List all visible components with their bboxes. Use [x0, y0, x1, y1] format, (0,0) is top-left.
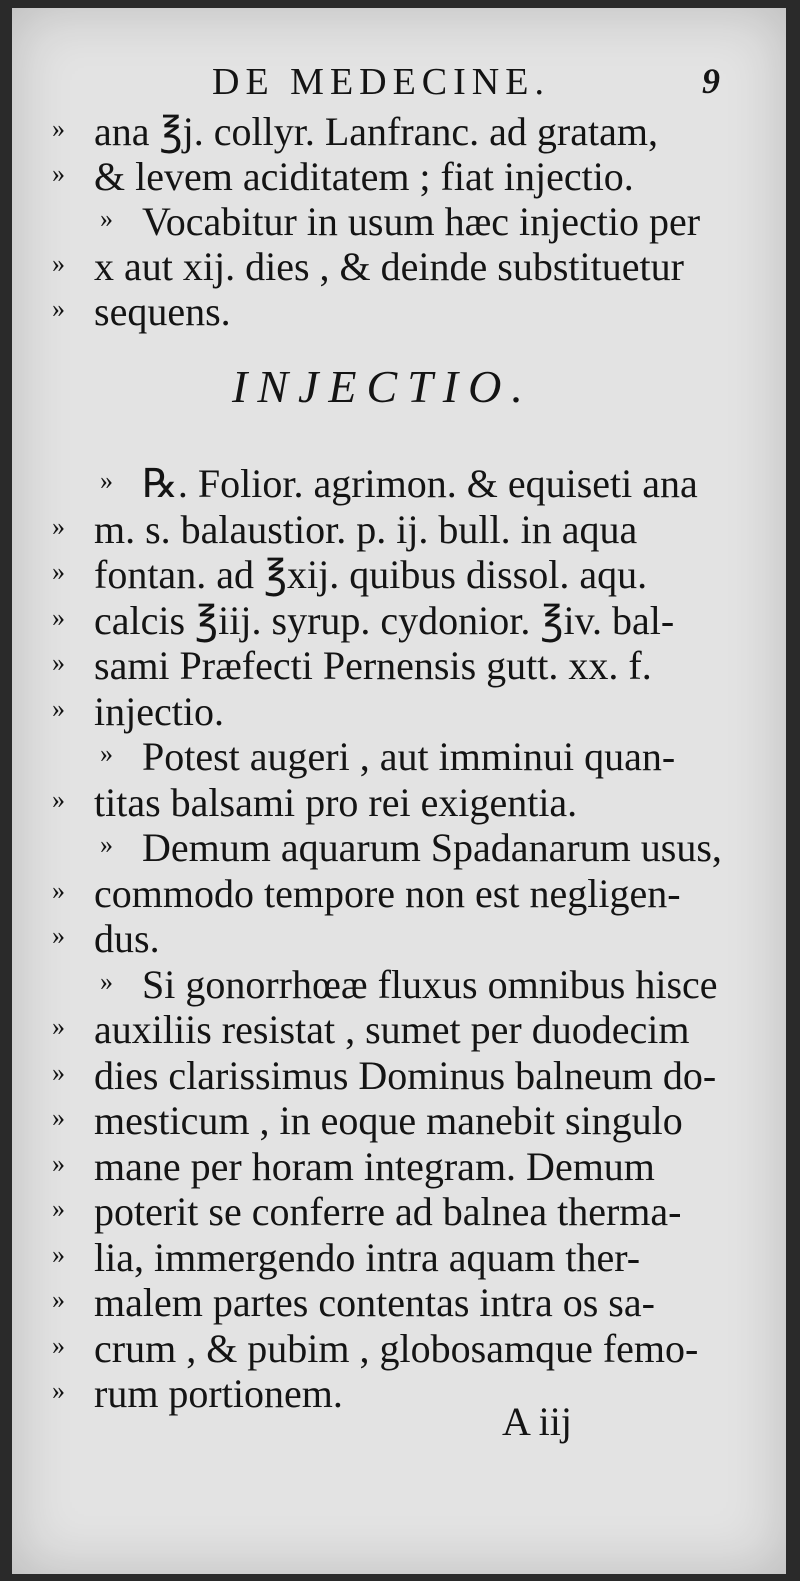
line-text: titas balsami pro rei exigentia. — [94, 779, 578, 825]
quotation-mark: » — [52, 1194, 65, 1223]
quotation-mark: » — [52, 1330, 65, 1360]
line-text: dus. — [94, 916, 160, 961]
quotation-mark: » — [100, 966, 113, 996]
quotation-mark: » — [52, 1285, 65, 1314]
quotation-mark: » — [52, 1239, 65, 1269]
quotation-mark: » — [52, 159, 65, 188]
line-text: Demum aquarum Spadanarum usus, — [142, 825, 722, 870]
quotation-mark: » — [52, 1103, 65, 1132]
quotation-mark: » — [52, 602, 65, 632]
text-line — [12, 688, 786, 740]
line-text: sami Præfecti Pernensis gutt. xx. f. — [94, 643, 652, 688]
running-head — [12, 60, 786, 110]
quotation-mark: » — [52, 114, 65, 143]
text-line — [12, 870, 786, 922]
quotation-mark: » — [52, 1057, 65, 1087]
text-line — [12, 1143, 786, 1195]
quotation-mark: » — [100, 739, 113, 768]
line-text: sequens. — [94, 289, 231, 334]
line-text: crum , & pubim , globosamque femo- — [94, 1325, 699, 1371]
text-line — [12, 1052, 786, 1104]
book-page — [12, 8, 786, 1574]
line-text: poterit se conferre ad balnea therma- — [94, 1189, 682, 1234]
line-text: calcis ℥iij. syrup. cydonior. ℥iv. bal- — [94, 597, 675, 643]
text-line — [12, 1325, 786, 1377]
line-text: injectio. — [94, 688, 224, 734]
line-text: x aut xij. dies , & deinde substituetur — [94, 244, 684, 289]
quotation-mark: » — [52, 693, 65, 723]
text-line — [12, 460, 786, 512]
line-text: fontan. ad ℥xij. quibus dissol. aqu. — [94, 552, 648, 597]
text-line — [12, 1234, 786, 1286]
line-text: malem partes contentas intra os sa- — [94, 1280, 655, 1325]
line-text: rum portionem. — [94, 1371, 343, 1416]
quotation-mark: » — [52, 511, 65, 541]
quotation-mark: » — [52, 557, 65, 586]
text-line — [12, 1279, 786, 1331]
text-line — [12, 1097, 786, 1149]
line-text: mane per horam integram. Demum — [94, 1143, 655, 1189]
text-line — [12, 961, 786, 1013]
running-title: DE MEDECINE. — [212, 61, 550, 103]
text-line — [12, 733, 786, 785]
text-line — [12, 915, 786, 967]
line-text: Potest augeri , aut imminui quan- — [142, 734, 676, 779]
line-text: Vocabitur in usum hæc injectio per — [142, 199, 701, 244]
line-text: auxiliis resistat , sumet per duodecim — [94, 1007, 690, 1052]
text-line — [12, 597, 786, 649]
quotation-mark: » — [100, 204, 113, 233]
page-number: 9 — [702, 61, 720, 101]
line-text: commodo tempore non est negligen- — [94, 870, 681, 916]
quotation-mark: » — [52, 921, 65, 950]
quotation-mark: » — [52, 875, 65, 905]
section-heading: INJECTIO. — [232, 361, 533, 412]
quotation-mark: » — [52, 294, 65, 323]
text-line — [12, 1370, 786, 1422]
quotation-mark: » — [52, 1148, 65, 1178]
text-line — [12, 1188, 786, 1240]
quotation-mark: » — [52, 648, 65, 677]
line-text: Si gonorrhœæ fluxus omnibus hisce — [142, 961, 718, 1007]
signature-mark: A iij — [502, 1399, 573, 1444]
quotation-mark: » — [100, 830, 113, 859]
text-line — [12, 288, 786, 340]
quotation-mark: » — [52, 1012, 65, 1041]
line-text: mesticum , in eoque manebit singulo — [94, 1098, 683, 1143]
quotation-mark: » — [52, 1376, 65, 1405]
line-text: ana ℥j. collyr. Lanfranc. ad gratam, — [94, 109, 658, 154]
text-line — [12, 1006, 786, 1058]
line-text: lia, immergendo intra aquam ther- — [94, 1234, 641, 1280]
text-line — [12, 506, 786, 558]
text-line — [12, 551, 786, 603]
line-text: dies clarissimus Dominus balneum do- — [94, 1052, 717, 1098]
quotation-mark: » — [52, 249, 65, 278]
quotation-mark: » — [52, 784, 65, 814]
text-line — [12, 824, 786, 876]
line-text: ℞. Folior. agrimon. & equiseti ana — [142, 461, 698, 506]
quotation-mark: » — [100, 466, 113, 495]
line-text: & levem aciditatem ; fiat injectio. — [94, 154, 634, 199]
text-line — [12, 642, 786, 694]
text-line — [12, 779, 786, 831]
line-text: m. s. balaustior. p. ij. bull. in aqua — [94, 506, 638, 552]
